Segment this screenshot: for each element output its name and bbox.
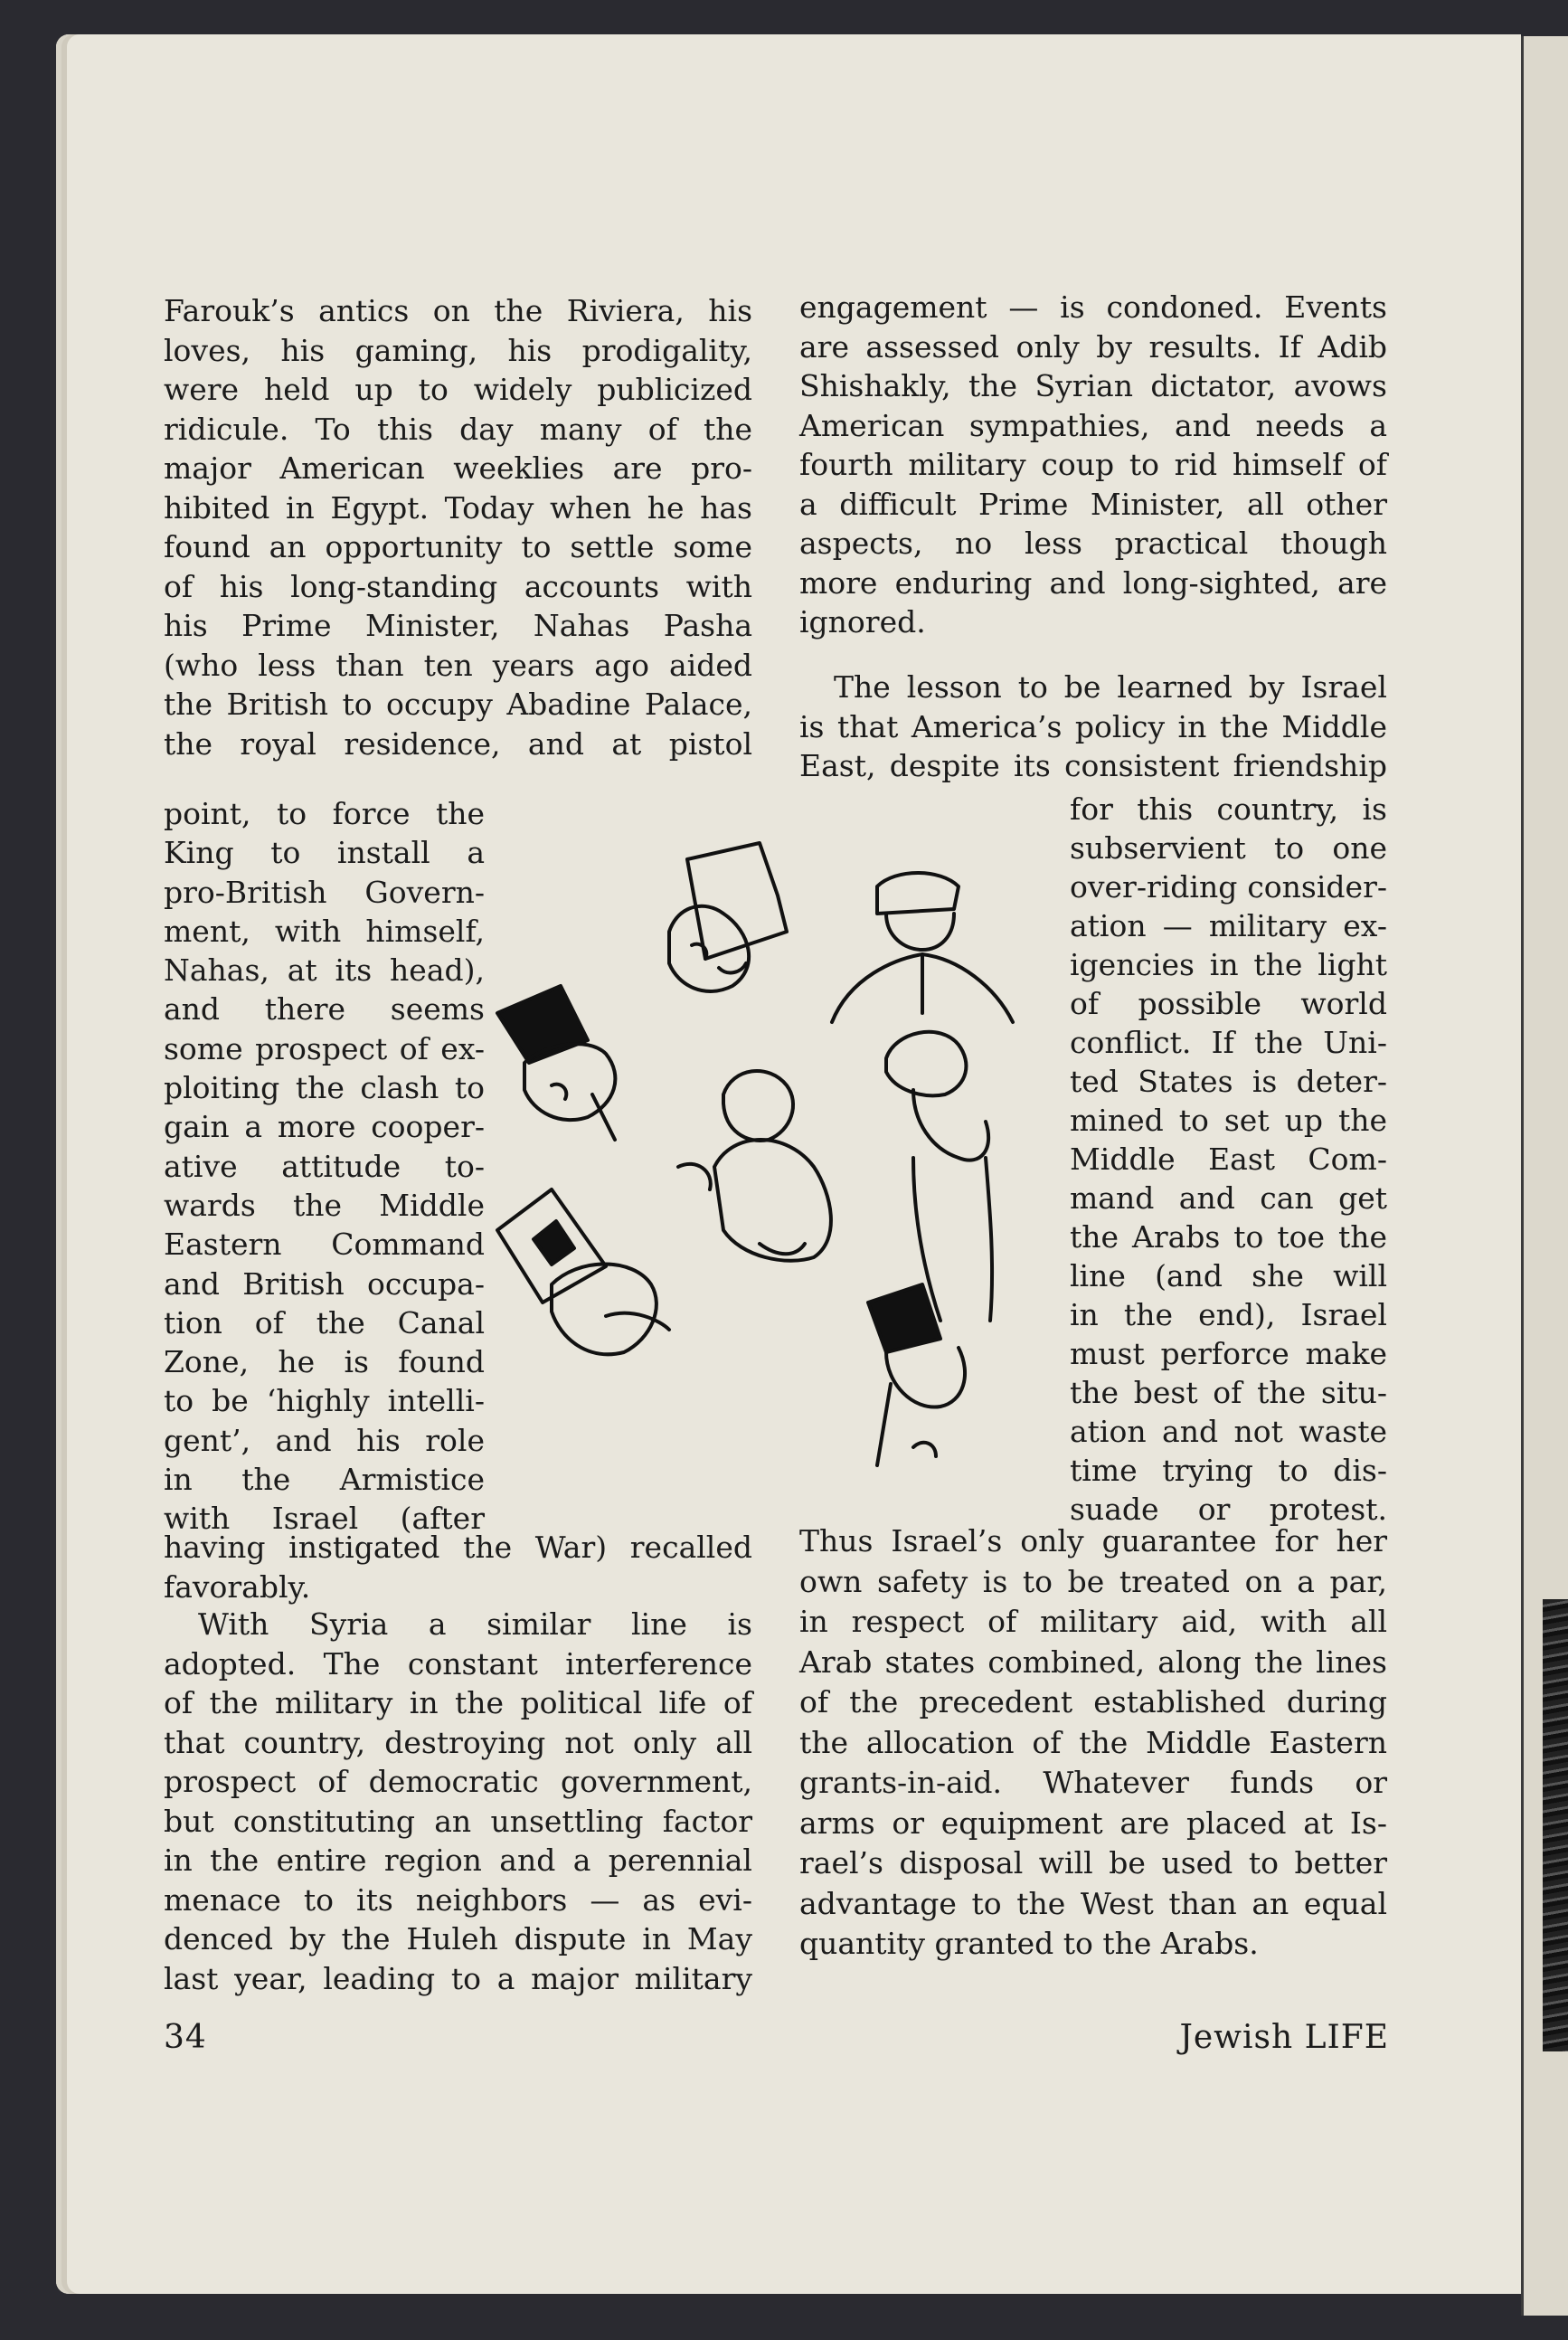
text-line: mand and can get	[1070, 1180, 1387, 1216]
text-line: the best of the situ-	[1070, 1375, 1387, 1410]
text-line: in respect of military aid, with all	[799, 1604, 1387, 1639]
text-line: and British occupa-	[164, 1265, 485, 1302]
text-line: ative attitude to-	[164, 1148, 485, 1184]
text-line: Eastern Command	[164, 1227, 485, 1263]
text-line: With Syria a similar line is	[198, 1606, 752, 1642]
text-line: to be ‘highly intelli-	[164, 1383, 485, 1419]
facing-page-photo	[1543, 1599, 1568, 2051]
text-line: East, despite its consistent friendship	[799, 748, 1387, 783]
text-line: tion of the Canal	[164, 1304, 485, 1341]
text-line: favorably.	[164, 1568, 311, 1605]
text-line: quantity granted to the Arabs.	[799, 1926, 1259, 1961]
text-line: Nahas, at its head),	[164, 952, 485, 989]
top-hat-head-2	[497, 986, 615, 1140]
text-line: pro-British Govern-	[164, 874, 485, 910]
text-line: point, to force the	[164, 796, 485, 831]
text-line: is that America’s policy in the Middle	[799, 708, 1387, 744]
top-hat-head-1	[669, 843, 787, 991]
text-line: the British to occupy Abadine Palace,	[164, 687, 752, 722]
text-line: the Arabs to toe the	[1070, 1219, 1387, 1255]
text-line: time trying to dis-	[1070, 1453, 1387, 1488]
text-line: found an opportunity to settle some	[164, 529, 752, 564]
cap-man-figure	[832, 873, 1013, 1022]
fez-figure	[868, 1284, 965, 1465]
text-line: grants-in-aid. Whatever funds or	[799, 1765, 1387, 1800]
text-line: gain a more cooper-	[164, 1109, 485, 1145]
text-line: King to install a	[164, 835, 485, 871]
text-line: some prospect of ex-	[164, 1030, 485, 1066]
text-line: loves, his gaming, his prodigality,	[164, 332, 752, 368]
text-line: ignored.	[799, 604, 926, 639]
text-line: Shishakly, the Syrian dictator, avows	[799, 368, 1387, 403]
text-line: (who less than ten years ago aided	[164, 647, 752, 683]
text-line: conflict. If the Uni-	[1070, 1025, 1387, 1060]
left-column-wide-bottom	[164, 1528, 752, 1606]
text-line: ploiting the clash to	[164, 1070, 485, 1106]
text-line: but constituting an unsettling factor	[164, 1803, 752, 1839]
text-line: fourth military coup to rid himself of	[799, 447, 1387, 482]
text-line: The lesson to be learned by Israel	[834, 669, 1387, 705]
text-line: denced by the Huleh dispute in May	[164, 1921, 752, 1956]
left-column-paragraph-2	[164, 1605, 752, 1998]
text-line: suade or protest.	[1070, 1492, 1387, 1527]
text-line: for this country, is	[1070, 791, 1387, 827]
cartoon-drawing	[488, 832, 1067, 1502]
text-line: Zone, he is found	[164, 1344, 485, 1380]
text-line: aspects, no less practical though	[799, 526, 1387, 561]
text-line: with Israel (after	[164, 1501, 485, 1537]
magazine-title: Jewish LIFE	[1179, 2019, 1389, 2056]
text-line: adopted. The constant interference	[164, 1645, 752, 1682]
text-line: were held up to widely publicized	[164, 372, 752, 407]
cartoon-illustration	[488, 832, 1501, 1520]
text-line: of the military in the political life of	[164, 1685, 752, 1720]
text-line: Farouk’s antics on the Riviera, his	[164, 293, 752, 328]
text-line: having instigated the War) recalled	[164, 1530, 752, 1565]
text-line: that country, destroying not only all	[164, 1724, 752, 1760]
text-line: advantage to the West than an equal	[799, 1885, 1387, 1921]
text-line: ted States is deter-	[1070, 1064, 1387, 1099]
page-number: 34	[164, 2019, 207, 2056]
baby-figure	[678, 1071, 831, 1261]
text-line: line (and she will	[1070, 1258, 1387, 1293]
text-line: Middle East Com-	[1070, 1142, 1387, 1177]
text-line: in the end), Israel	[1070, 1297, 1387, 1332]
text-line: ridicule. To this day many of the	[164, 411, 752, 447]
text-line: arms or equipment are placed at Is-	[799, 1805, 1387, 1841]
text-line: ment, with himself,	[164, 913, 485, 949]
text-line: menace to its neighbors — as evi-	[164, 1881, 752, 1918]
right-column-top	[799, 288, 1387, 642]
text-line: are assessed only by results. If Adib	[799, 328, 1387, 365]
text-line: of possible world	[1070, 986, 1387, 1021]
right-column-wide-bottom	[799, 1521, 1387, 1965]
text-line: the royal residence, and at pistol	[164, 725, 752, 762]
left-column-top	[164, 291, 752, 763]
text-line: Thus Israel’s only guarantee for her	[799, 1523, 1387, 1558]
text-line: last year, leading to a major military	[164, 1960, 752, 1996]
text-line: more enduring and long-sighted, are	[799, 564, 1387, 601]
text-line: subservient to one	[1070, 830, 1387, 866]
text-line: engagement — is condoned. Events	[799, 289, 1387, 325]
text-line: in the Armistice	[164, 1462, 485, 1498]
text-line: must perforce make	[1070, 1336, 1387, 1371]
text-line: igencies in the light	[1070, 947, 1387, 982]
text-line: his Prime Minister, Nahas Pasha	[164, 608, 752, 643]
text-line: in the entire region and a perennial	[164, 1843, 752, 1878]
text-line: Arab states combined, along the lines	[799, 1644, 1387, 1680]
text-line: rael’s disposal will be used to better	[799, 1845, 1387, 1881]
text-line: mined to set up the	[1070, 1103, 1387, 1138]
text-line: of the precedent established during	[799, 1684, 1387, 1719]
text-line: a difficult Prime Minister, all other	[799, 486, 1387, 522]
text-line: the allocation of the Middle Eastern	[799, 1724, 1387, 1760]
text-line: American sympathies, and needs a	[799, 407, 1387, 443]
text-line: major American weeklies are pro-	[164, 450, 752, 486]
turban-figure	[886, 1032, 992, 1321]
text-line: ation and not waste	[1070, 1414, 1387, 1449]
text-line: ation — military ex-	[1070, 908, 1387, 943]
text-line: own safety is to be treated on a par,	[799, 1563, 1387, 1599]
left-column-narrow	[164, 794, 485, 1539]
text-line: of his long-standing accounts with	[164, 568, 752, 604]
text-line: prospect of democratic government,	[164, 1764, 752, 1799]
right-column-paragraph-2	[799, 668, 1387, 786]
text-line: over-riding consider-	[1070, 869, 1387, 905]
text-line: hibited in Egypt. Today when he has	[164, 489, 752, 526]
text-line: wards the Middle	[164, 1187, 485, 1223]
text-line: gent’, and his role	[164, 1422, 485, 1458]
top-hat-head-3	[497, 1189, 669, 1354]
text-line: and there seems	[164, 991, 485, 1028]
